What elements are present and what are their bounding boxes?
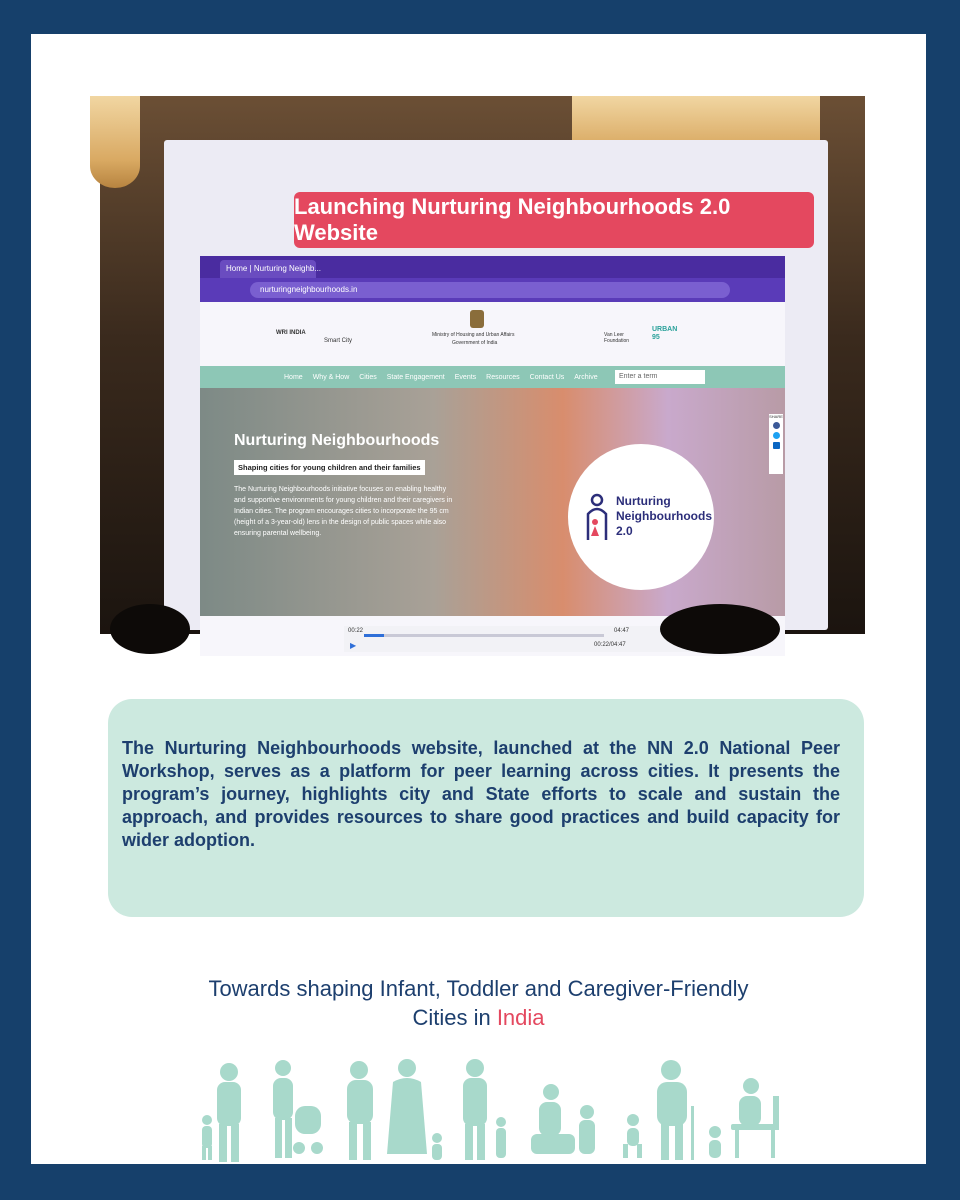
ministry-sub: Government of India [452,340,498,346]
nav-why-how[interactable]: Why & How [312,373,350,381]
silhouette-elder [657,1060,694,1160]
nn-logo-line1: Nurturing [616,494,671,508]
content-card [31,34,926,1164]
ceiling-lamp-left [90,96,140,188]
nav-state-engagement[interactable]: State Engagement [386,373,445,381]
browser-addressbar [200,278,785,302]
browser-window [200,256,785,656]
play-icon[interactable]: ▶ [350,641,357,650]
audience-head-left [110,604,190,654]
nn-logo-line3: 2.0 [616,524,633,538]
silhouette-small-child [709,1126,721,1158]
event-photo [100,96,865,650]
nn-logo-line2: Neighbourhoods [616,509,712,523]
silhouette-toddler [432,1133,442,1160]
ministry-name: Ministry of Housing and Urban Affairs [432,332,515,338]
tagline [31,974,926,1032]
share-panel [769,414,783,474]
emblem-icon [470,310,484,328]
hero-title: Nurturing Neighbourhoods [234,432,440,449]
silhouette-family [463,1059,506,1160]
vanleer-logo: Van Leer Foundation [604,332,630,344]
nn-logo-text [616,494,712,539]
nav-resources[interactable]: Resources [486,373,520,381]
nav-contact[interactable]: Contact Us [529,373,565,381]
site-logo-strip [200,302,785,366]
audience-head-right [660,604,780,654]
description-text: The Nurturing Neighbourhoods website, launched at the NN 2.0 National Peer Workshop, serves as a platform for peer learning across cities. It presents the program’s journey, highlights city and State efforts to scale and sustain the approach, and provides resources to share good practices and build capacity for wider adoption. [122,738,840,850]
smartcity-logo: Smart City [324,338,353,344]
silhouette-stroller-adult [273,1060,323,1158]
nav-home[interactable]: Home [284,373,303,381]
tagline-line2 [31,1003,926,1032]
hero-body: The Nurturing Neighbourhoods initiative focuses on enabling healthy and supportive environments for young children and their caregivers in Indian cities. The program encourages cities to incorporate the 95 cm (height of a 3-year-old) lens in the design of public spaces while also ensuring parental wellbeing. [234,486,453,537]
player-time-total: 04:47 [614,628,630,634]
site-search-input[interactable]: Enter a term [615,370,705,384]
people-silhouettes-illustration [191,1056,781,1164]
twitter-icon[interactable] [773,432,780,439]
silhouette-adult-1 [217,1063,241,1162]
tagline-accent-word: India [496,1005,545,1030]
tagline-line2-prefix: Cities in [412,1005,497,1030]
site-hero [200,388,785,616]
nav-archive[interactable]: Archive [574,373,598,381]
description-box [108,699,864,917]
nn-logo-circle [568,444,714,590]
wri-logo: WRI INDIA [276,330,306,336]
site-nav [200,366,785,388]
silhouette-seated-play [531,1084,595,1154]
browser-url: nurturingneighbourhoods.in [250,282,730,298]
silhouette-bench-elder [731,1078,779,1158]
family-icon [582,492,612,542]
launch-banner: Launching Nurturing Neighbourhoods 2.0 Website [294,192,814,248]
silhouette-child-1 [202,1115,212,1160]
player-time-combined: 00:22/04:47 [594,642,626,648]
nav-cities[interactable]: Cities [359,373,377,381]
share-label: SHARE [769,414,783,419]
silhouette-adult-baby [347,1061,373,1160]
projection-screen [164,140,828,650]
hero-subtitle: Shaping cities for young children and their families [234,460,425,475]
browser-tab: Home | Nurturing Neighb... [220,260,316,278]
silhouette-woman-saree [387,1059,427,1154]
player-progress-fill [364,634,384,637]
linkedin-icon[interactable] [773,442,780,449]
browser-tabbar [200,256,785,278]
nav-events[interactable]: Events [454,373,477,381]
player-progress[interactable] [364,634,604,637]
urban95-logo: URBAN 95 [652,326,678,341]
player-time-current: 00:22 [348,628,364,634]
tagline-line1: Towards shaping Infant, Toddler and Caregiver-Friendly [208,976,749,1001]
facebook-icon[interactable] [773,422,780,429]
silhouette-running-child [623,1114,642,1158]
